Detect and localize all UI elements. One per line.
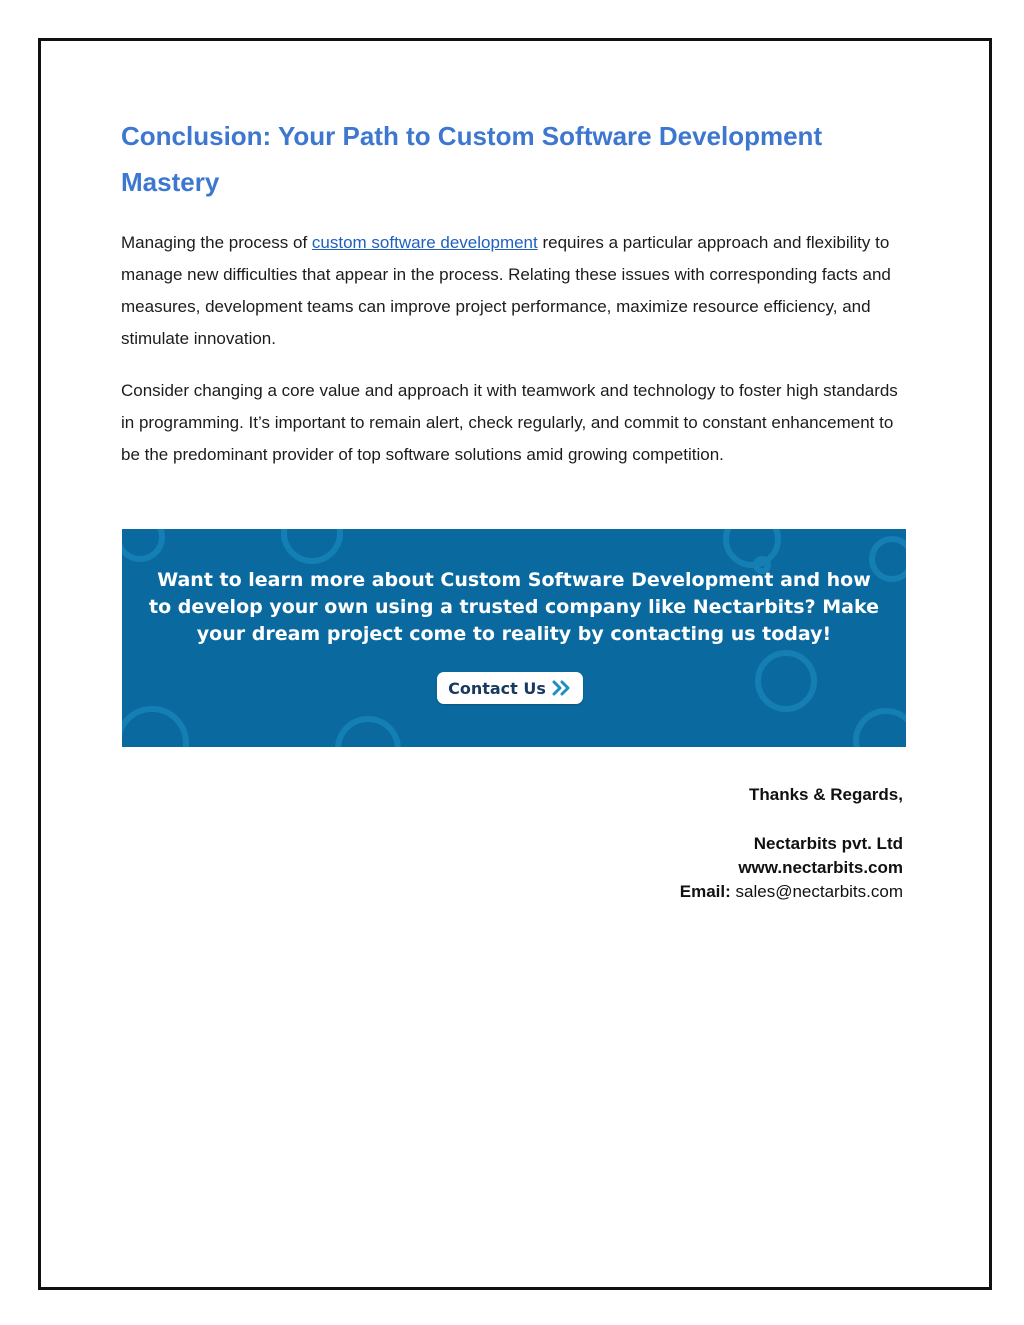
- paragraph-conclusion: Consider changing a core value and approach it with teamwork and technology to foster high standards in programming. It’s important to remain alert, check regularly, and commit to constant enhancement to be the predominant provider of top software solutions amid growing competition.: [121, 381, 898, 464]
- paragraph-intro-rest: requires a particular approach and flexibility to manage new difficulties that appear in the process. Relating these issues with corresponding facts and measures, development teams can improve project performance, maximize resource efficiency, and stimulate innovation.: [121, 233, 891, 348]
- page-title: Conclusion: Your Path to Custom Software Development Mastery: [121, 121, 823, 197]
- signature-spacer: [680, 807, 903, 832]
- banner-message: Want to learn more about Custom Software Development and how to develop your own using a trusted company like Nectarbits? Make your dream project come to reality by contacting us today!: [149, 569, 879, 645]
- contact-banner: [122, 529, 906, 747]
- company-website[interactable]: www.nectarbits.com: [738, 858, 903, 877]
- email-address[interactable]: sales@nectarbits.com: [730, 882, 903, 901]
- email-line: [680, 880, 903, 904]
- paragraph-intro: [121, 227, 901, 355]
- contact-us-button[interactable]: [437, 672, 583, 704]
- signature-closing: Thanks & Regards,: [749, 785, 903, 804]
- email-label: Email:: [679, 882, 731, 901]
- custom-software-development-link[interactable]: custom software development: [311, 233, 538, 252]
- company-name: Nectarbits pvt. Ltd: [753, 834, 903, 853]
- double-chevron-right-icon: [552, 680, 572, 696]
- contact-us-label: Contact Us: [448, 678, 546, 698]
- signature-block: [680, 783, 903, 904]
- paragraph-intro-lead: Managing the process of: [121, 233, 312, 252]
